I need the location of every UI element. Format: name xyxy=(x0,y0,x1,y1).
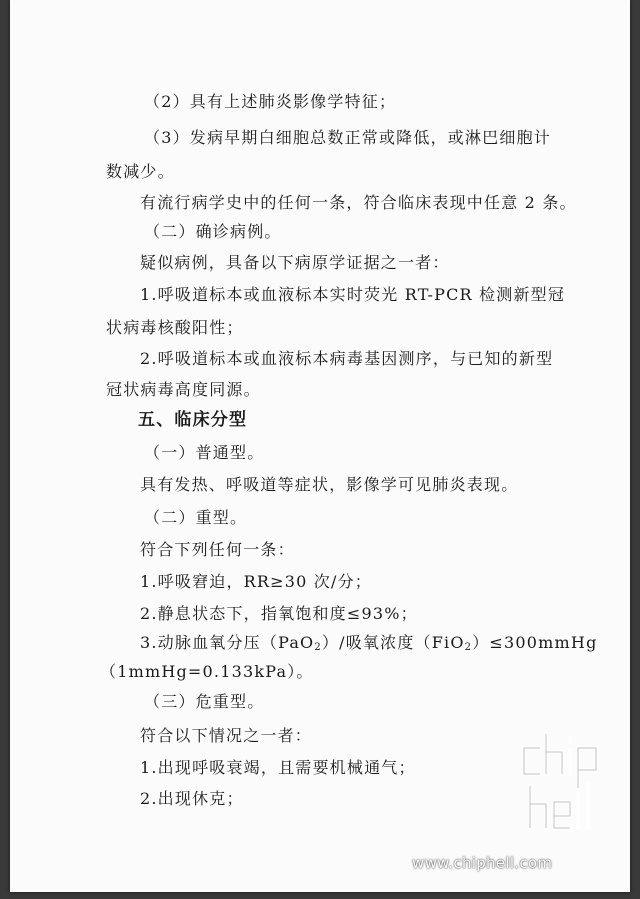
watermark-url: www.chiphell.com xyxy=(412,854,553,872)
text-line: （一）普通型。 xyxy=(144,443,265,462)
text-fragment: ）≤300mmHg xyxy=(472,633,598,652)
text-line xyxy=(140,633,598,658)
text-line: 2.出现休克； xyxy=(140,789,244,808)
subscript: 2 xyxy=(464,642,473,653)
text-line: （3）发病早期白细胞总数正常或降低，或淋巴细胞计 xyxy=(144,128,551,147)
text-line: 2.静息状态下，指氧饱和度≤93%； xyxy=(140,604,418,623)
text-line: （1mmHg=0.133kPa）。 xyxy=(100,662,314,681)
text-line: （三）危重型。 xyxy=(144,692,265,711)
text-line: 2.呼吸道标本或血液标本病毒基因测序，与已知的新型 xyxy=(140,349,554,368)
text-line: 具有发热、呼吸道等症状，影像学可见肺炎表现。 xyxy=(140,475,519,494)
text-line: 符合下列任何一条： xyxy=(140,540,295,559)
chiphell-logo-icon xyxy=(412,728,622,856)
subscript: 2 xyxy=(314,642,322,653)
text-fragment: ）/吸氧浓度（FiO xyxy=(321,633,465,652)
text-line: 符合以下情况之一者： xyxy=(140,726,313,745)
text-line: 1.出现呼吸衰竭，且需要机械通气； xyxy=(140,758,416,777)
text-line: （2）具有上述肺炎影像学特征； xyxy=(144,92,397,111)
text-line: 疑似病例，具备以下病原学证据之一者： xyxy=(140,253,450,272)
text-line: 状病毒核酸阳性； xyxy=(106,318,244,337)
text-line: （二）重型。 xyxy=(144,508,248,527)
text-line: 冠状病毒高度同源。 xyxy=(106,380,261,399)
section-heading: 五、临床分型 xyxy=(138,410,248,430)
text-line: 1.呼吸窘迫，RR≥30 次/分； xyxy=(140,572,373,591)
document-page xyxy=(10,0,630,892)
text-line: （二）确诊病例。 xyxy=(144,222,282,241)
watermark xyxy=(412,728,622,878)
text-line: 有流行病学史中的任何一条，符合临床表现中任意 2 条。 xyxy=(140,193,577,212)
text-line: 1.呼吸道标本或血液标本实时荧光 RT-PCR 检测新型冠 xyxy=(140,285,566,304)
text-fragment: 3.动脉血氧分压（PaO xyxy=(140,633,315,652)
text-line: 数减少。 xyxy=(106,162,175,181)
